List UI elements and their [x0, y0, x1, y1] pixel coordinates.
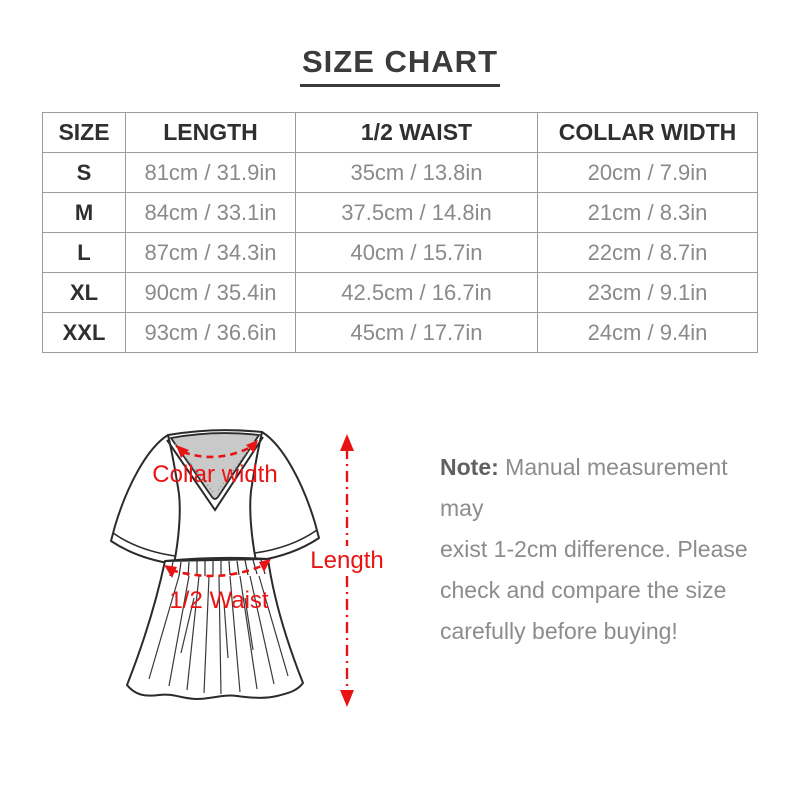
note-line: [440, 447, 760, 529]
length-cell: 87cm / 34.3in: [126, 233, 296, 273]
table-row: [43, 273, 758, 313]
table-row: [43, 193, 758, 233]
size-table: [42, 112, 758, 353]
length-cell: 81cm / 31.9in: [126, 153, 296, 193]
note-line: carefully before buying!: [440, 618, 678, 644]
collar-width-cell: 20cm / 7.9in: [538, 153, 758, 193]
skirt: [127, 559, 303, 699]
column-header-length: LENGTH: [126, 113, 296, 153]
column-header-half-waist: 1/2 WAIST: [296, 113, 538, 153]
size-cell: XL: [43, 273, 126, 313]
collar-width-cell: 24cm / 9.4in: [538, 313, 758, 353]
half-waist-cell: 45cm / 17.7in: [296, 313, 538, 353]
size-cell: L: [43, 233, 126, 273]
collar-width-cell: 22cm / 8.7in: [538, 233, 758, 273]
length-annotation: [310, 434, 383, 707]
column-header-collar-width: COLLAR WIDTH: [538, 113, 758, 153]
size-cell: M: [43, 193, 126, 233]
note-label: Note:: [440, 454, 499, 480]
collar-width-cell: 23cm / 9.1in: [538, 273, 758, 313]
length-cell: 84cm / 33.1in: [126, 193, 296, 233]
half-waist-cell: 37.5cm / 14.8in: [296, 193, 538, 233]
size-cell: XXL: [43, 313, 126, 353]
half-waist-cell: 35cm / 13.8in: [296, 153, 538, 193]
note-text: Manual measurement may: [440, 454, 728, 521]
collar-width-label: Collar width: [152, 461, 278, 488]
dress-diagram: [85, 398, 385, 728]
left-sleeve: [111, 435, 180, 564]
size-cell: S: [43, 153, 126, 193]
length-cell: 90cm / 35.4in: [126, 273, 296, 313]
page-title: SIZE CHART: [300, 44, 500, 87]
table-row: [43, 233, 758, 273]
measurement-note: [440, 447, 760, 652]
right-sleeve: [250, 432, 319, 561]
column-header-size: SIZE: [43, 113, 126, 153]
length-cell: 93cm / 36.6in: [126, 313, 296, 353]
note-line: exist 1-2cm difference. Please: [440, 536, 748, 562]
half-waist-cell: 40cm / 15.7in: [296, 233, 538, 273]
table-row: [43, 313, 758, 353]
collar-width-cell: 21cm / 8.3in: [538, 193, 758, 233]
table-header-row: [43, 113, 758, 153]
half-waist-cell: 42.5cm / 16.7in: [296, 273, 538, 313]
note-line: check and compare the size: [440, 577, 727, 603]
table-row: [43, 153, 758, 193]
length-label: Length: [310, 547, 384, 574]
title-bar: [0, 44, 800, 87]
half-waist-label: 1/2 Waist: [169, 587, 269, 614]
